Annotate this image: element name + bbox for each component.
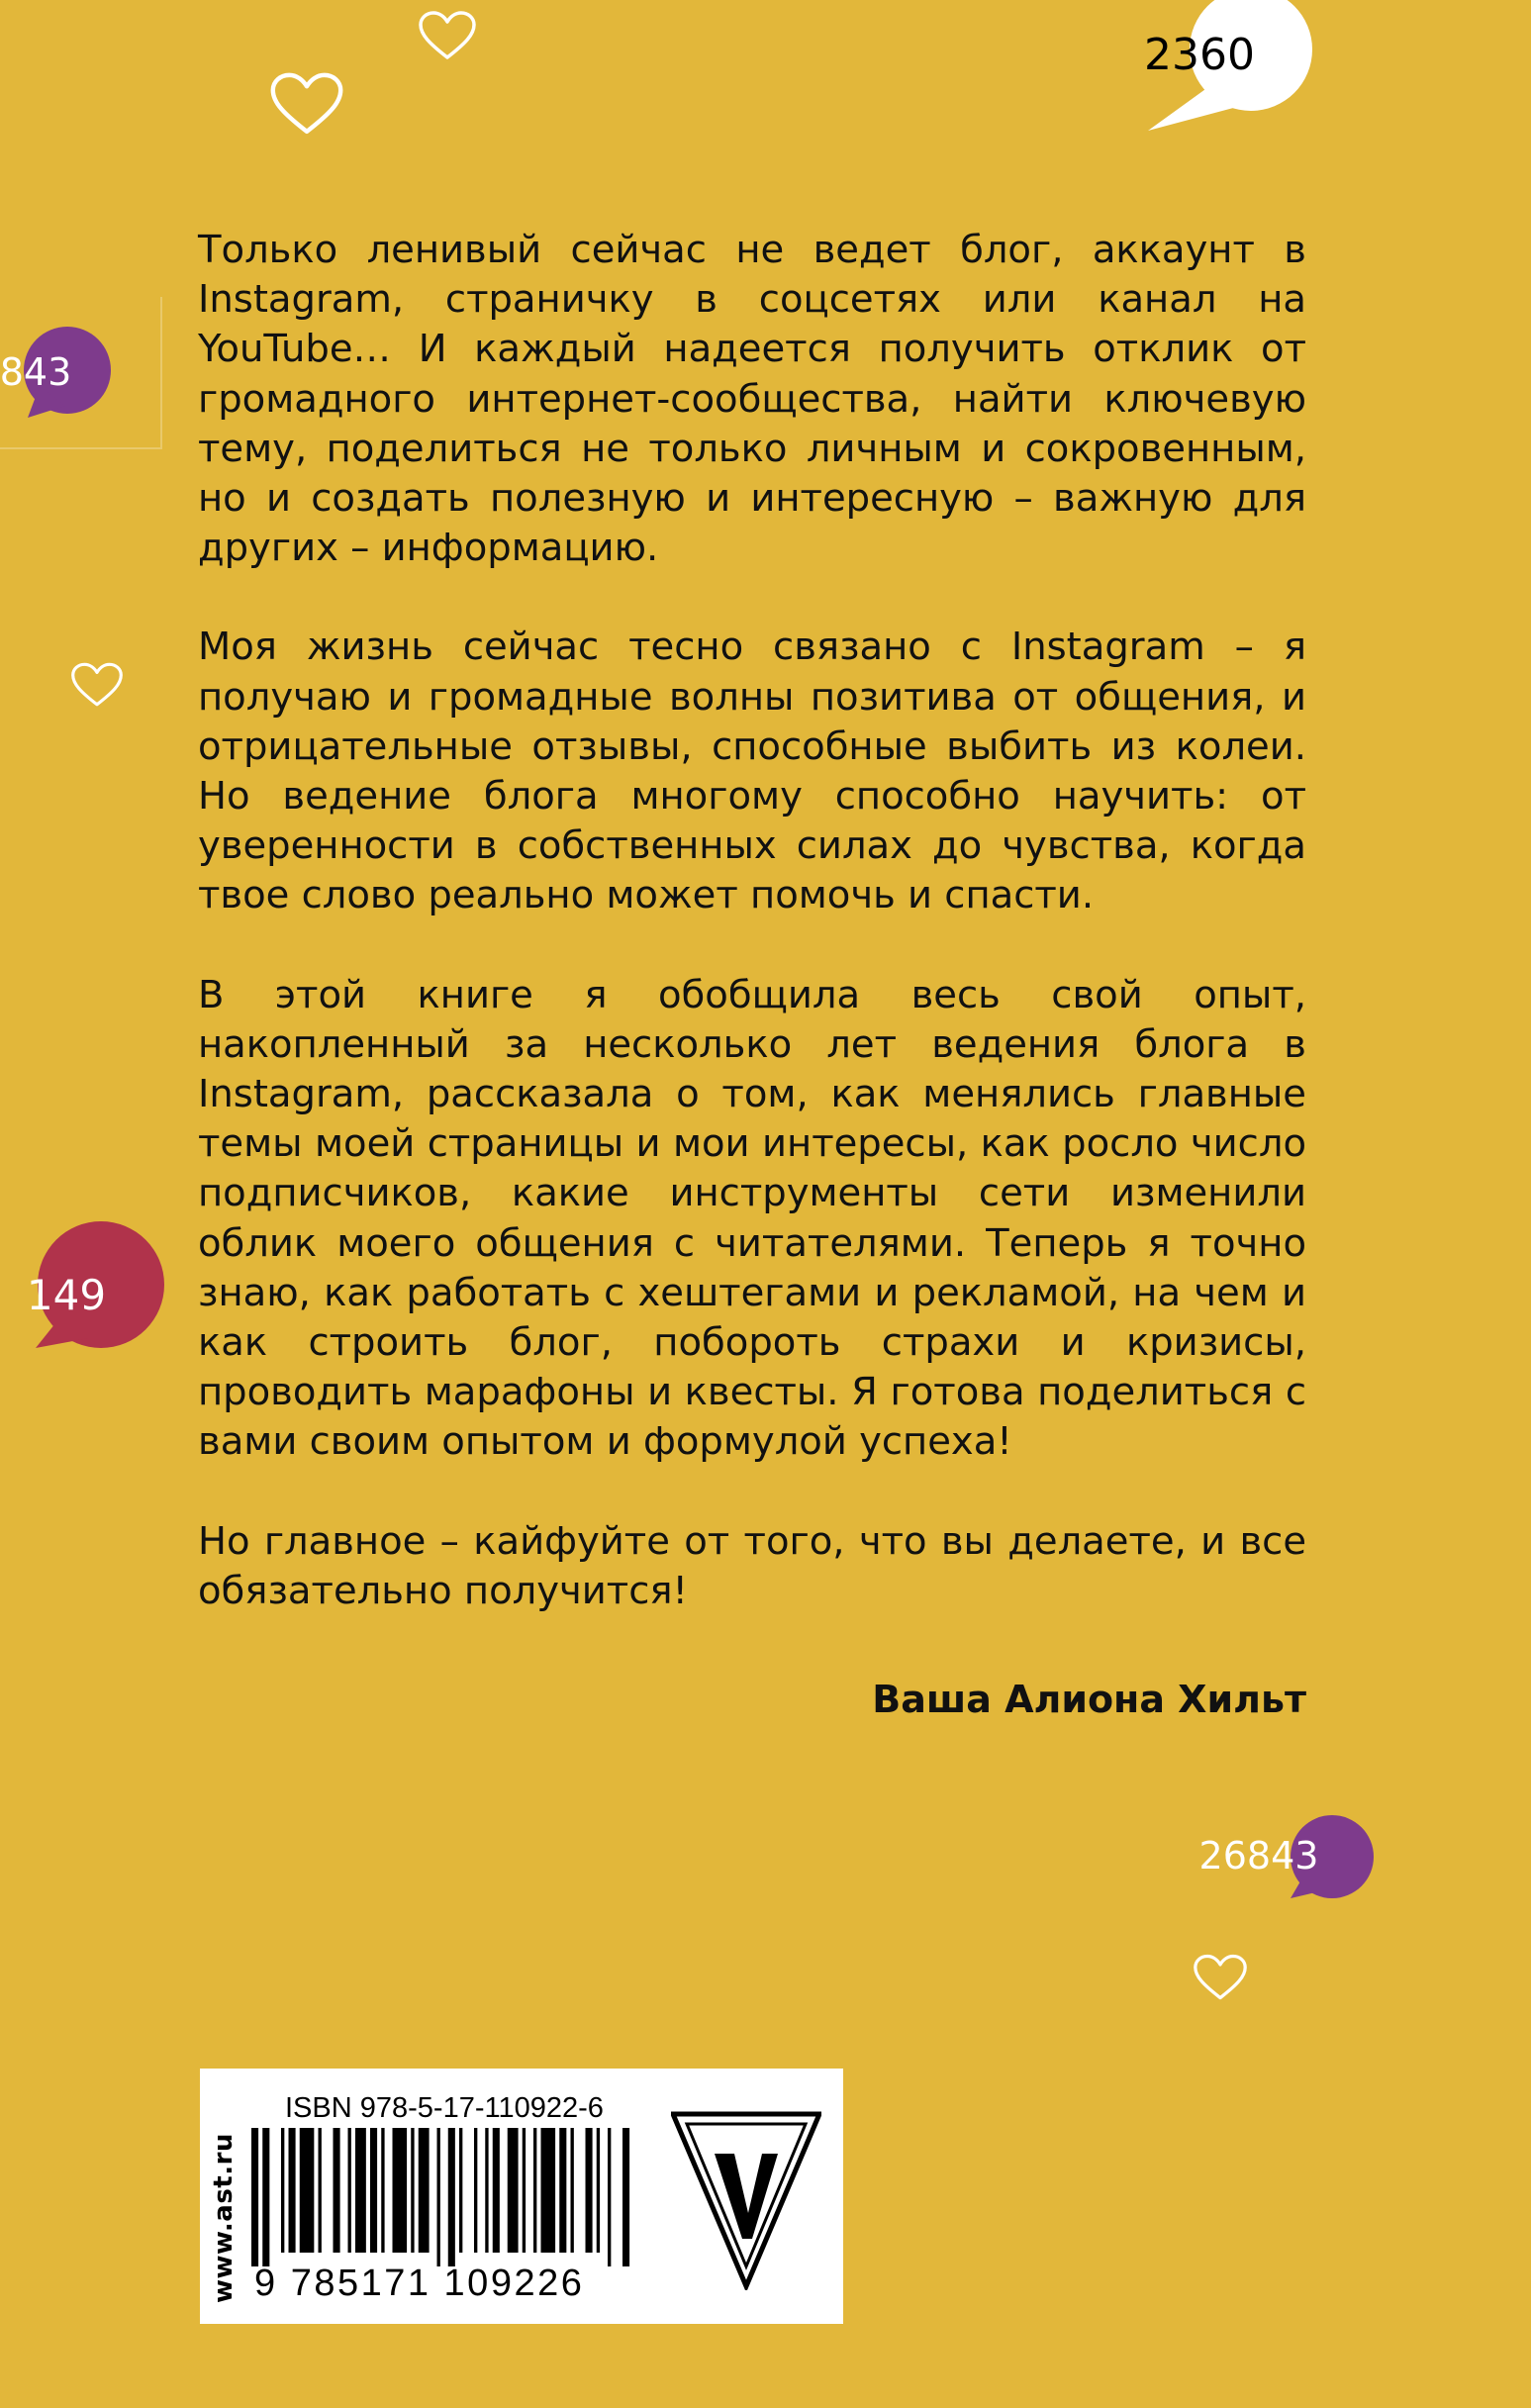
- barcode-bar: [370, 2128, 377, 2253]
- barcode-digits: 9 785171 109226: [254, 2263, 585, 2304]
- barcode-bar: [622, 2128, 629, 2266]
- barcode-bar: [281, 2128, 284, 2253]
- barcode-bar: [289, 2128, 296, 2253]
- bubble-count: 149: [26, 1271, 107, 1319]
- comment-count-bubble: [1198, 1815, 1374, 1898]
- publisher-logo: [671, 2110, 821, 2290]
- barcode: [251, 2128, 637, 2266]
- barcode-bar: [262, 2128, 269, 2266]
- comment-count-bubble: [20, 1223, 164, 1350]
- barcode-bar: [493, 2128, 500, 2253]
- barcode-bar: [508, 2128, 519, 2253]
- heart-icon: [70, 661, 124, 709]
- publisher-url[interactable]: www.ast.ru: [209, 2133, 239, 2303]
- paragraph: Моя жизнь сейчас тесно связано с Instagram – я получаю и громадные волны позитива от общения, и отрицательные отзывы, способные выбить из колеи. Но ведение блога многому способно научить: от уверенности в собственных силах до чувства, когда твое слово реально может помочь и спасти.: [198, 625, 1306, 918]
- comment-count-bubble: [1128, 0, 1310, 135]
- barcode-bar: [485, 2128, 488, 2253]
- bubble-count: 26843: [1198, 1834, 1319, 1878]
- heart-icon: [1193, 1953, 1248, 2002]
- barcode-bar: [559, 2128, 566, 2253]
- barcode-bar: [523, 2128, 526, 2253]
- paragraph: В этой книге я обобщила весь свой опыт, накопленный за несколько лет ведения блога в Instagram, рассказала о том, как менялись главные темы моей страницы и мои интересы, как росло число подписчиков, какие инструменты сети изменили облик моего общения с читателями. Теперь я точно знаю, как работать с хештегами и рекламой, на чем и как строить блог, побороть страхи и кризисы, проводить марафоны и квесты. Я готова поделиться с вами своим опытом и формулой успеха!: [198, 972, 1306, 1465]
- barcode-bar: [251, 2128, 258, 2266]
- bubble-count: 2360: [1144, 30, 1255, 80]
- barcode-bar: [411, 2128, 414, 2253]
- barcode-bar: [459, 2128, 462, 2253]
- guide-line: [160, 297, 162, 449]
- heart-icon: [418, 10, 477, 61]
- comment-count-bubble: [0, 327, 111, 422]
- barcode-bar: [448, 2128, 455, 2266]
- barcode-bar: [437, 2128, 440, 2266]
- paragraph: Только ленивый сейчас не ведет блог, аккаунт в Instagram, страничку в соцсетях или канал на YouTube… И каждый надеется получить отклик от громадного интернет-сообщества, найти ключевую тему, поделиться не только личным и сокровенным, но и создать полезную и интересную – важную для других – информацию.: [198, 228, 1306, 571]
- barcode-bar: [319, 2128, 322, 2253]
- barcode-bar: [597, 2128, 600, 2253]
- author-signature: Ваша Алиона Хильт: [872, 1678, 1306, 1721]
- barcode-bar: [474, 2128, 477, 2253]
- isbn-label: ISBN 978-5-17-110922-6: [285, 2092, 604, 2124]
- paragraph: Но главное – кайфуйте от того, что вы делаете, и все обязательно получится!: [198, 1518, 1306, 1613]
- barcode-bar: [533, 2128, 536, 2253]
- barcode-bar: [348, 2128, 351, 2253]
- guide-line: [0, 447, 160, 449]
- barcode-bar: [300, 2128, 315, 2253]
- annotation-text: [198, 226, 1306, 1666]
- barcode-bar: [393, 2128, 408, 2253]
- barcode-bar: [571, 2128, 574, 2253]
- barcode-bar: [586, 2128, 593, 2253]
- barcode-bar: [541, 2128, 556, 2253]
- bubble-count: 843: [0, 350, 72, 394]
- barcode-bar: [419, 2128, 430, 2253]
- barcode-bar: [608, 2128, 611, 2266]
- barcode-bar: [355, 2128, 366, 2253]
- heart-icon: [269, 70, 344, 138]
- barcode-bar: [334, 2128, 340, 2253]
- barcode-bar: [381, 2128, 384, 2253]
